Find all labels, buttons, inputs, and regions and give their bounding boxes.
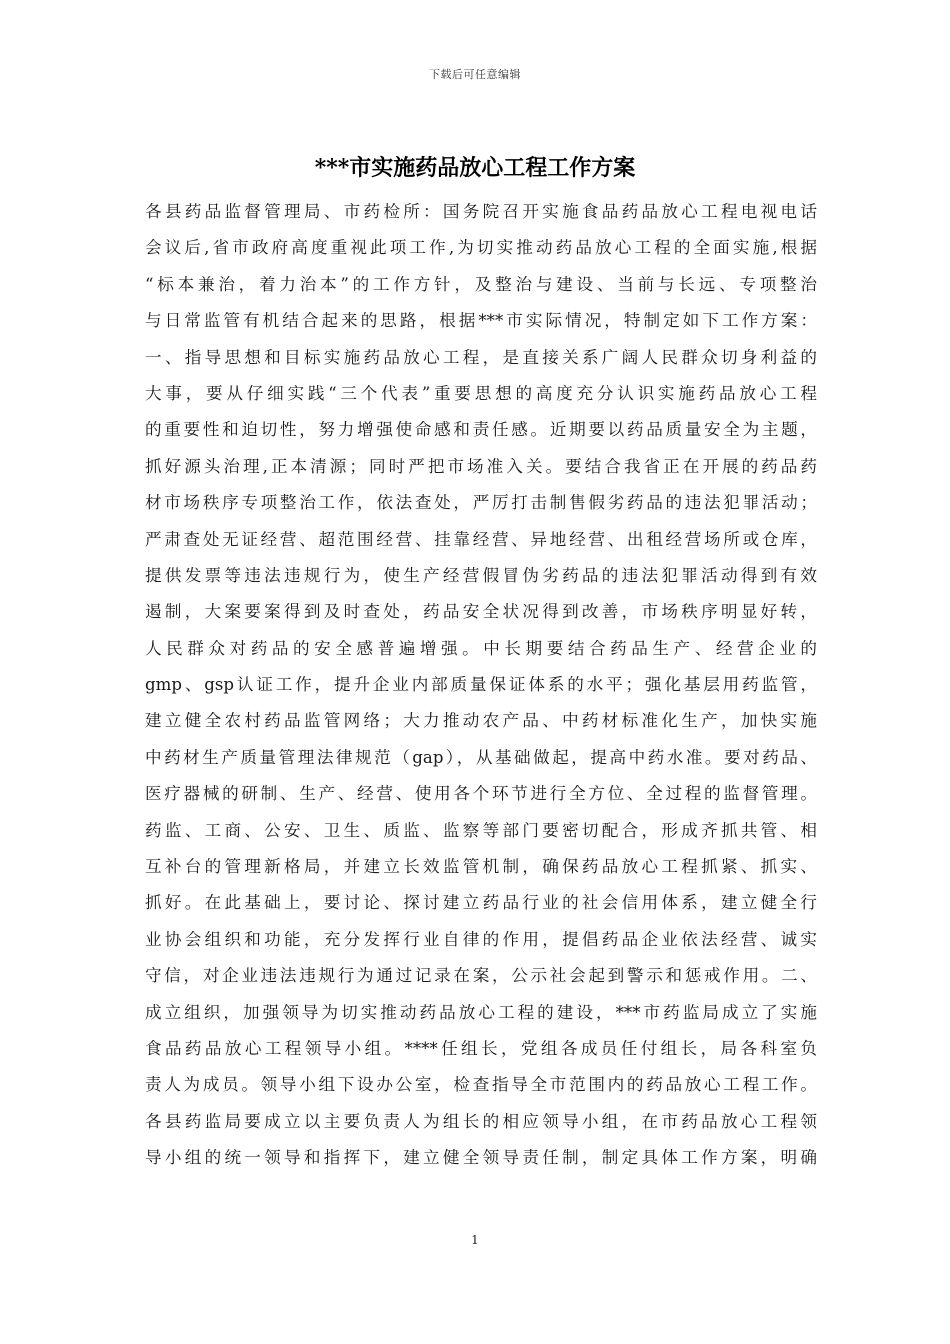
document-title: ***市实施药品放心工程工作方案	[314, 155, 636, 181]
body-line: 食品药品放心工程领导小组。****任组长，党组各成员任付组长，局各科室负	[145, 1038, 817, 1058]
body-line: 会议后,省市政府高度重视此项工作,为切实推动药品放心工程的全面实施,根据	[145, 238, 817, 258]
header-note: 下载后可任意编辑	[429, 68, 521, 81]
body-line: 成立组织，加强领导为切实推动药品放心工程的建设，***市药监局成立了实施	[145, 1002, 817, 1022]
body-line: 严肃查处无证经营、超范围经营、挂靠经营、异地经营、出租经营场所或仓库，	[145, 529, 817, 549]
body-line: 材市场秩序专项整治工作，依法查处，严厉打击制售假劣药品的违法犯罪活动；	[145, 493, 817, 513]
body-line: 与日常监管有机结合起来的思路，根据***市实际情况，特制定如下工作方案：	[145, 311, 817, 331]
body-line: 的重要性和迫切性，努力增强使命感和责任感。近期要以药品质量安全为主题，	[145, 420, 817, 440]
body-line: 大事，要从仔细实践“三个代表”重要思想的高度充分认识实施药品放心工程	[145, 383, 817, 403]
body-line: 提供发票等违法违规行为，使生产经营假冒伪劣药品的违法犯罪活动得到有效	[145, 565, 817, 585]
body-line: 人民群众对药品的安全感普遍增强。中长期要结合药品生产、经营企业的	[145, 638, 817, 658]
body-line: 一、指导思想和目标实施药品放心工程，是直接关系广阔人民群众切身利益的	[145, 347, 817, 367]
body-line: 抓好源头治理,正本清源；同时严把市场准入关。要结合我省正在开展的药品药	[145, 456, 817, 476]
body-line: 互补台的管理新格局，并建立长效监管机制，确保药品放心工程抓紧、抓实、	[145, 857, 817, 877]
body-line: 建立健全农村药品监管网络；大力推动农产品、中药材标准化生产，加快实施	[145, 711, 817, 731]
body-line: 抓好。在此基础上，要讨论、探讨建立药品行业的社会信用体系，建立健全行	[145, 893, 817, 913]
page-number: 1	[471, 1233, 479, 1247]
document-body	[145, 194, 817, 1177]
body-line: 责人为成员。领导小组下设办公室，检查指导全市范围内的药品放心工程工作。	[145, 1075, 817, 1095]
body-line: 各县药监局要成立以主要负责人为组长的相应领导小组，在市药品放心工程领	[145, 1111, 817, 1131]
body-line: 医疗器械的研制、生产、经营、使用各个环节进行全方位、全过程的监督管理。	[145, 784, 817, 804]
body-line: gmp、gsp认证工作，提升企业内部质量保证体系的水平；强化基层用药监管，	[145, 675, 817, 695]
body-line: 守信，对企业违法违规行为通过记录在案，公示社会起到警示和惩戒作用。二、	[145, 966, 817, 986]
body-line: “标本兼治，着力治本”的工作方针，及整治与建设、当前与长远、专项整治	[145, 274, 817, 294]
body-line: 业协会组织和功能，充分发挥行业自律的作用，提倡药品企业依法经营、诚实	[145, 929, 817, 949]
body-line: 各县药品监督管理局、市药检所：国务院召开实施食品药品放心工程电视电话	[145, 202, 817, 221]
body-line: 中药材生产质量管理法律规范（gap），从基础做起，提高中药水准。要对药品、	[145, 747, 817, 767]
body-line: 遏制，大案要案得到及时查处，药品安全状况得到改善，市场秩序明显好转，	[145, 602, 817, 622]
body-line: 药监、工商、公安、卫生、质监、监察等部门要密切配合，形成齐抓共管、相	[145, 820, 817, 840]
body-line: 导小组的统一领导和指挥下，建立健全领导责任制，制定具体工作方案，明确	[145, 1148, 817, 1168]
